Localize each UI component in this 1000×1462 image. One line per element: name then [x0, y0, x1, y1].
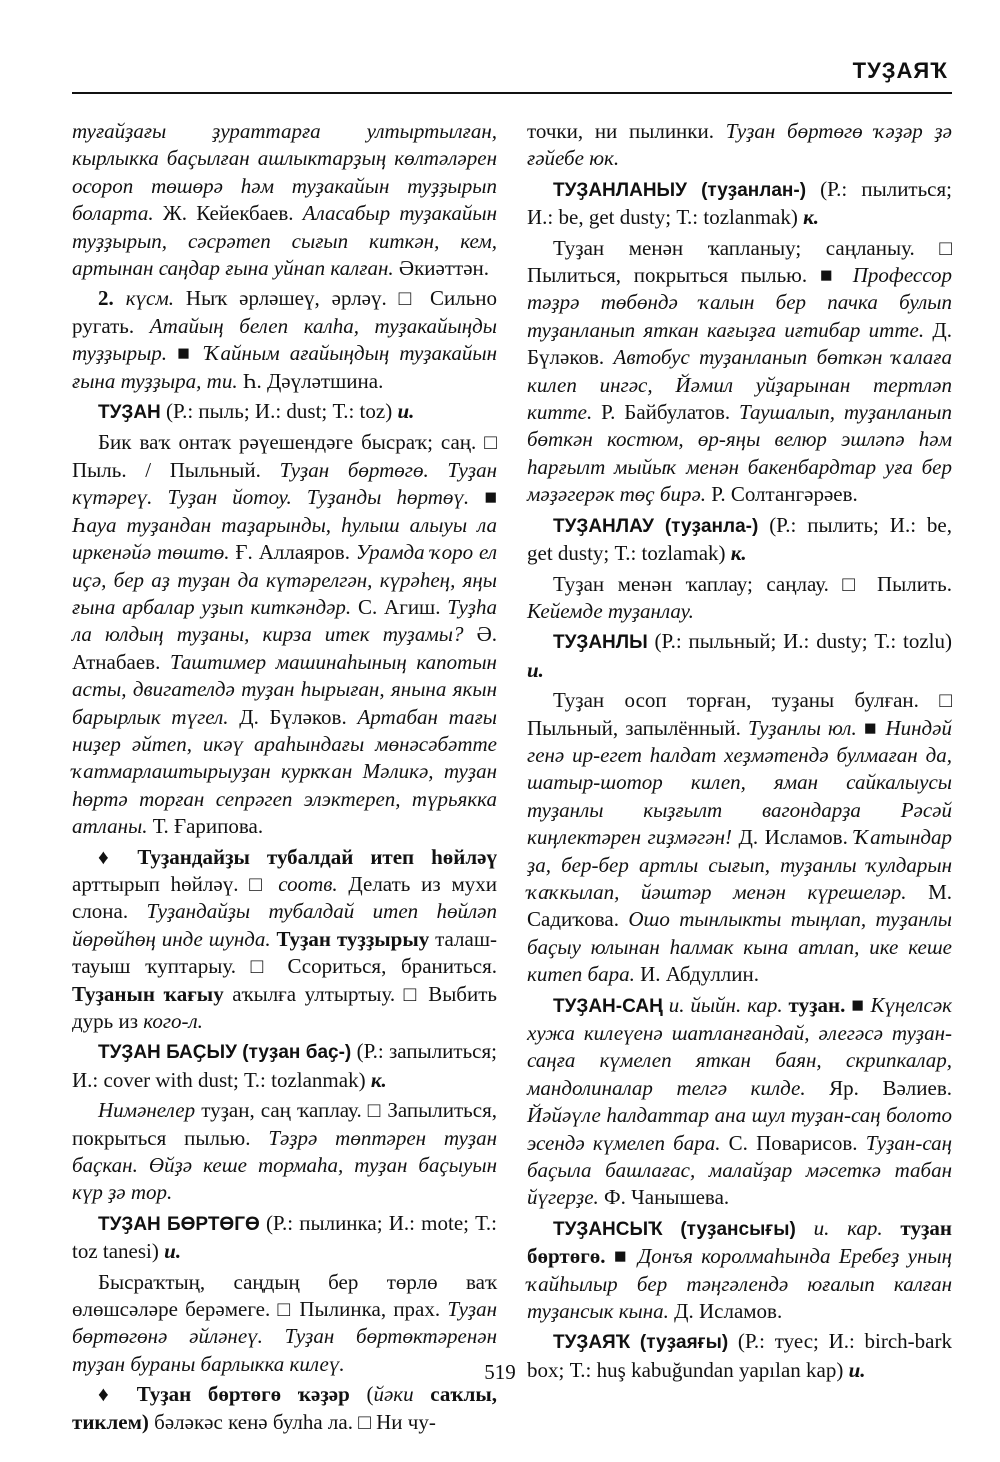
entry-text: Донъя королмаһында Еребеҙ уның ҡайһылыр бер тәңгәлендә юғалып калған туҙансык кына.	[527, 1244, 953, 1324]
entry-text: соотв.	[278, 871, 338, 896]
dictionary-paragraph	[72, 118, 497, 282]
entry-text: Ҡайным ағайыңдың туҙакайын ғына туҙҙыра, ти.	[72, 341, 497, 393]
dictionary-paragraph	[527, 512, 952, 568]
dictionary-paragraph	[527, 1215, 952, 1326]
entry-text: Һ. Дәүләтшина.	[237, 368, 384, 393]
entry-text: ■	[469, 485, 498, 510]
entry-text: точки, ни пылинки.	[527, 119, 726, 143]
dictionary-paragraph	[527, 571, 952, 626]
entry-text: Яр. Вәлиев.	[805, 1075, 952, 1100]
entry-text: туҙан бөртөгө.	[527, 1215, 952, 1269]
headword: ТУҘАН БӨРТӨГӨ	[98, 1213, 260, 1235]
entry-text: Күңелсәк хужа килеүенә шатланғандай, әлегәсә туҙан-саңға күмелеп яткан баян, скрипкалар, мандолиналар телгә килде.	[527, 992, 953, 1100]
entry-text: күсм.	[125, 286, 174, 311]
entry-text: И. Абдуллин.	[634, 962, 759, 987]
entry-text: Йәйәүле һалдаттар ана шул туҙан-саң болото эсендә күмелеп бара.	[527, 1103, 952, 1155]
entry-text: Атайың белеп калһа, туҙакайыңды туҙҙырыр.	[72, 313, 497, 366]
entry-text: Әкиәттән.	[393, 256, 489, 281]
headword: ТУҘАНЛАУ (туҙанла-)	[553, 515, 759, 537]
entry-text: туҙан.	[788, 992, 846, 1017]
dictionary-paragraph	[72, 1210, 497, 1266]
entry-text	[796, 1216, 814, 1240]
entry-text: Нимәнелер	[98, 1098, 196, 1123]
entry-text: и.	[397, 399, 415, 424]
dictionary-paragraph	[72, 1038, 497, 1094]
entry-text: С. Агиш.	[351, 594, 448, 619]
entry-text: Туҙандайҙы тубалдай итеп һөйләп йөрөйһөң инде шунда.	[72, 899, 498, 951]
entry-text: Туҙһа ла юлдың туҙаны, кирза итек туҙамы?	[72, 594, 497, 647]
dictionary-paragraph	[72, 285, 497, 395]
entry-text: Т. Ғарипова.	[147, 814, 264, 839]
page-number: 519	[484, 1360, 516, 1384]
entry-text: и. йыйн. кар.	[668, 992, 783, 1017]
dictionary-paragraph	[72, 1381, 497, 1436]
entry-text: кого-л.	[143, 1009, 203, 1033]
entry-text: Бысраҡтың, саңдың бер төрлө ваҡ өлөшсәләре берәмеге. □ Пылинка, прах.	[72, 1269, 497, 1322]
entry-text: Туҙан менән ҡаплау; саңлау. □ Пылить.	[553, 571, 952, 596]
entry-text: (	[349, 1382, 374, 1407]
entry-text: бәләкәс кенә булһа ла. □ Ни чу-	[148, 1409, 436, 1434]
entry-text: туғайҙағы ҙураттарға ултыртылған, кырлыкка баҫылған ашлыктарҙың көлтәләрен осороп төшөрә һәм туҙакайын туҙҙырып боларта.	[72, 119, 497, 226]
entry-text: Аласабыр туҙакайын туҙҙырып, сәсрәтеп сығып киткән, кем, артынан саңдар ғына уйнап калған.	[72, 201, 497, 281]
dictionary-paragraph	[72, 429, 497, 840]
headword: ТУҘАНЛЫ	[553, 632, 648, 654]
entry-text: Туҙан-саң баҫыла башлағас, малайҙар мәсеткә табан йүгерҙе.	[527, 1130, 953, 1210]
entry-text: Р. Байбулатов.	[592, 400, 740, 425]
entry-text: (Р.: пылиться; И.: be, get dusty; Т.: tozlanmak)	[527, 176, 952, 230]
entry-text: к.	[730, 541, 747, 566]
headword: ТУҘАН БАҪЫУ (туҙан баҫ-)	[98, 1042, 352, 1064]
dictionary-paragraph	[527, 118, 952, 173]
left-column	[72, 118, 497, 1439]
entry-text: Ә. Атнабаев.	[72, 622, 497, 674]
entry-text: (Р.: пыльный; И.: dusty; Т.: tozlu)	[647, 629, 952, 654]
entry-text: Ж. Кейекбаев.	[153, 201, 303, 226]
entry-text: Профессор тәҙрә төбөндә ҡалын бер пачка булып туҙанланып яткан кағыҙға иғтибар итте.	[527, 263, 952, 342]
entry-text: ♦	[98, 1382, 137, 1407]
entry-text: Һауа туҙандан таҙарынды, һулыш алыуы ла иркенәйә төштө.	[72, 512, 497, 565]
entry-text: Автобус туҙанланып бөткән ҡалаға килеп ингәс, Йәмил уйҙарынан тертләп китте.	[527, 345, 952, 425]
entry-text: Ҡатындар ҙа, бер-бер артлы сығып, туҙанлы ҡулдарын ҡаҡкылап, йәштәр менән күрешеләр.	[527, 825, 952, 904]
entry-text: (Р.: пыль; И.: dust; Т.: toz)	[160, 399, 398, 424]
entry-text: Туҙан бөртөгө ҡәҙәр ҙә ғәйебе юк.	[527, 119, 952, 171]
entry-text	[883, 1216, 901, 1240]
entry-text: Д. Исламов.	[732, 825, 855, 850]
dictionary-paragraph	[72, 1097, 497, 1207]
entry-text: Туҙан менән ҡапланыу; саңланыу. □ Пылиться, покрыться пылью. ■	[527, 235, 952, 288]
entry-text: Ошо тынлыкты тыңлап, туҙанлы баҫыу юлынан һалмак кына атлап, ике кеше китеп бара.	[527, 907, 952, 987]
entry-text: Таштимер машинаһының капотын асты, двигателдә туҙан һырыған, янына якын барырлык түгел.	[72, 649, 497, 729]
entry-text: и.	[527, 657, 544, 682]
entry-text: Урамда ҡоро ел иҫә, бер аҙ туҙан да күтәрелгән, күрәһең, яңы ғына арбалар уҙып киткәндәр.	[72, 540, 497, 619]
right-column	[527, 118, 952, 1387]
entry-text: Д. Исламов.	[668, 1299, 783, 1324]
entry-text: талаш-тауыш ҡуптарыу. □ Ссориться, браниться.	[72, 926, 498, 979]
running-head: ТУҘАЯҠ	[852, 58, 948, 83]
entry-text: Ғ. Аллаяров.	[229, 540, 356, 565]
headword: ТУҘАЯҠ (туҙаяғы)	[553, 1332, 729, 1354]
entry-text: Кейемде туҙанлау.	[527, 598, 694, 623]
dictionary-paragraph	[72, 398, 497, 426]
dictionary-paragraph	[527, 687, 952, 988]
entry-text: аҡылға ултыртыу. □ Выбить дурь из	[72, 981, 497, 1033]
entry-text: Туҙан осоп торған, туҙаны булған. □ Пыльный, запылённый.	[527, 688, 952, 740]
entry-text: и.	[848, 1357, 866, 1382]
dictionary-paragraph	[527, 176, 952, 232]
entry-text: 2.	[98, 286, 126, 311]
entry-text: ■	[856, 715, 886, 740]
entry-text: Таушалып, туҙанланып бөткән костюм, өр-яңы велюр эшләпә һәм һарғылт мыйыҡ менән бакенбардтар уға бер мәҙәгерәк төҫ бирә.	[527, 400, 952, 507]
entry-text: Бик ваҡ онтаҡ рәүешендәге бысраҡ; саң. □ Пыль. / Пыльный.	[72, 430, 497, 482]
entry-text: Ниндәй генә ир-егет һалдат хеҙмәтендә булмаған да, шатыр-шотор килеп, яман сайкалыусы туҙанлы кыҙғылт вагондарҙа Рәсәй киңлектәрен гиҙмәгән!	[527, 715, 952, 850]
entry-text: (Р.: запылиться; И.: cover with dust; Т.: tozlanmak)	[72, 1039, 497, 1092]
entry-text: Ныҡ әрләшеү, әрләү. □ Сильно ругать.	[72, 286, 498, 338]
entry-text: (Р.: туес; И.: birch-bark box; Т.: huş kabuğundan yapılan kap)	[527, 1329, 952, 1382]
entry-text: Д. Бүләков.	[527, 317, 952, 370]
entry-text: Тәҙрә төптәрен туҙан баҫкан. Өйҙә кеше тормаһа, туҙан баҫыуын күр ҙә тор.	[72, 1125, 497, 1205]
entry-text: Туҙан туҙҙырыу	[276, 926, 430, 951]
headword: ТУҘАН-САҢ	[553, 995, 663, 1017]
entry-text: Делать из мухи слона.	[72, 871, 497, 924]
entry-text: Туҙанлы юл.	[747, 715, 857, 740]
entry-text: Туҙанын ҡағыу	[72, 981, 224, 1006]
entry-text: к.	[370, 1067, 387, 1092]
entry-text: Д. Бүләков.	[228, 704, 358, 729]
entry-text: йәки	[373, 1382, 414, 1407]
entry-text: (Р.: пылинка; И.: mote; Т.: toz tanesi)	[72, 1210, 497, 1264]
entry-text: Ф. Чанышева.	[598, 1185, 730, 1210]
dictionary-paragraph	[527, 235, 952, 509]
entry-text: Туҙандайҙы тубалдай итеп һөйләү	[137, 844, 497, 869]
header-rule	[72, 92, 952, 94]
dictionary-paragraph	[72, 844, 497, 1036]
entry-text: и. кар.	[813, 1215, 883, 1240]
entry-text: ■	[845, 992, 871, 1017]
dictionary-paragraph	[527, 992, 952, 1212]
headword: ТУҘАНЛАНЫУ (туҙанлан-)	[553, 179, 807, 201]
entry-text: к.	[803, 205, 819, 230]
entry-text: Туҙан бөртөгөнә әйләнеү. Туҙан бөртөктәренән туҙан бураны барлыкка килеү.	[72, 1297, 497, 1376]
entry-text: Туҙан бөртөгө. Туҙан күтәреү. Туҙан йотоу. Туҙанды һөртөү.	[72, 457, 497, 510]
entry-text: ♦	[98, 844, 138, 869]
entry-text: Туҙан бөртөгө ҡәҙәр	[136, 1382, 350, 1407]
entry-text: саҡлы, тиклем)	[72, 1382, 498, 1434]
entry-text: и.	[164, 1239, 182, 1264]
entry-text: Артабан тағы ниҙер әйтеп, икәү араһындағы мөнәсәбәтте ҡатмарлаштырыуҙан куркҡан Мәликә, туҙан һөртә торған сепрәгеп элэктереп, түрьякка атланы.	[72, 704, 497, 839]
entry-text: Р. Солтангәрәев.	[706, 482, 858, 507]
entry-text	[414, 1382, 431, 1406]
headword: ТУҘАН	[98, 402, 161, 424]
entry-text: С. Поварисов.	[720, 1130, 866, 1155]
entry-text: ■	[605, 1244, 638, 1269]
dictionary-paragraph	[527, 628, 952, 684]
headword: ТУҘАНСЫҠ (туҙансығы)	[553, 1218, 796, 1240]
entry-text: арттырып һөйләү. □	[72, 871, 279, 896]
entry-text: (Р.: пылить; И.: be, get dusty; Т.: tozlamak)	[527, 512, 952, 566]
entry-text: ■	[167, 341, 205, 366]
entry-text: туҙан, саң ҡаплау. □ Запылиться, покрыться пылью.	[72, 1098, 497, 1150]
entry-text: М. Садиҡова.	[527, 879, 952, 932]
